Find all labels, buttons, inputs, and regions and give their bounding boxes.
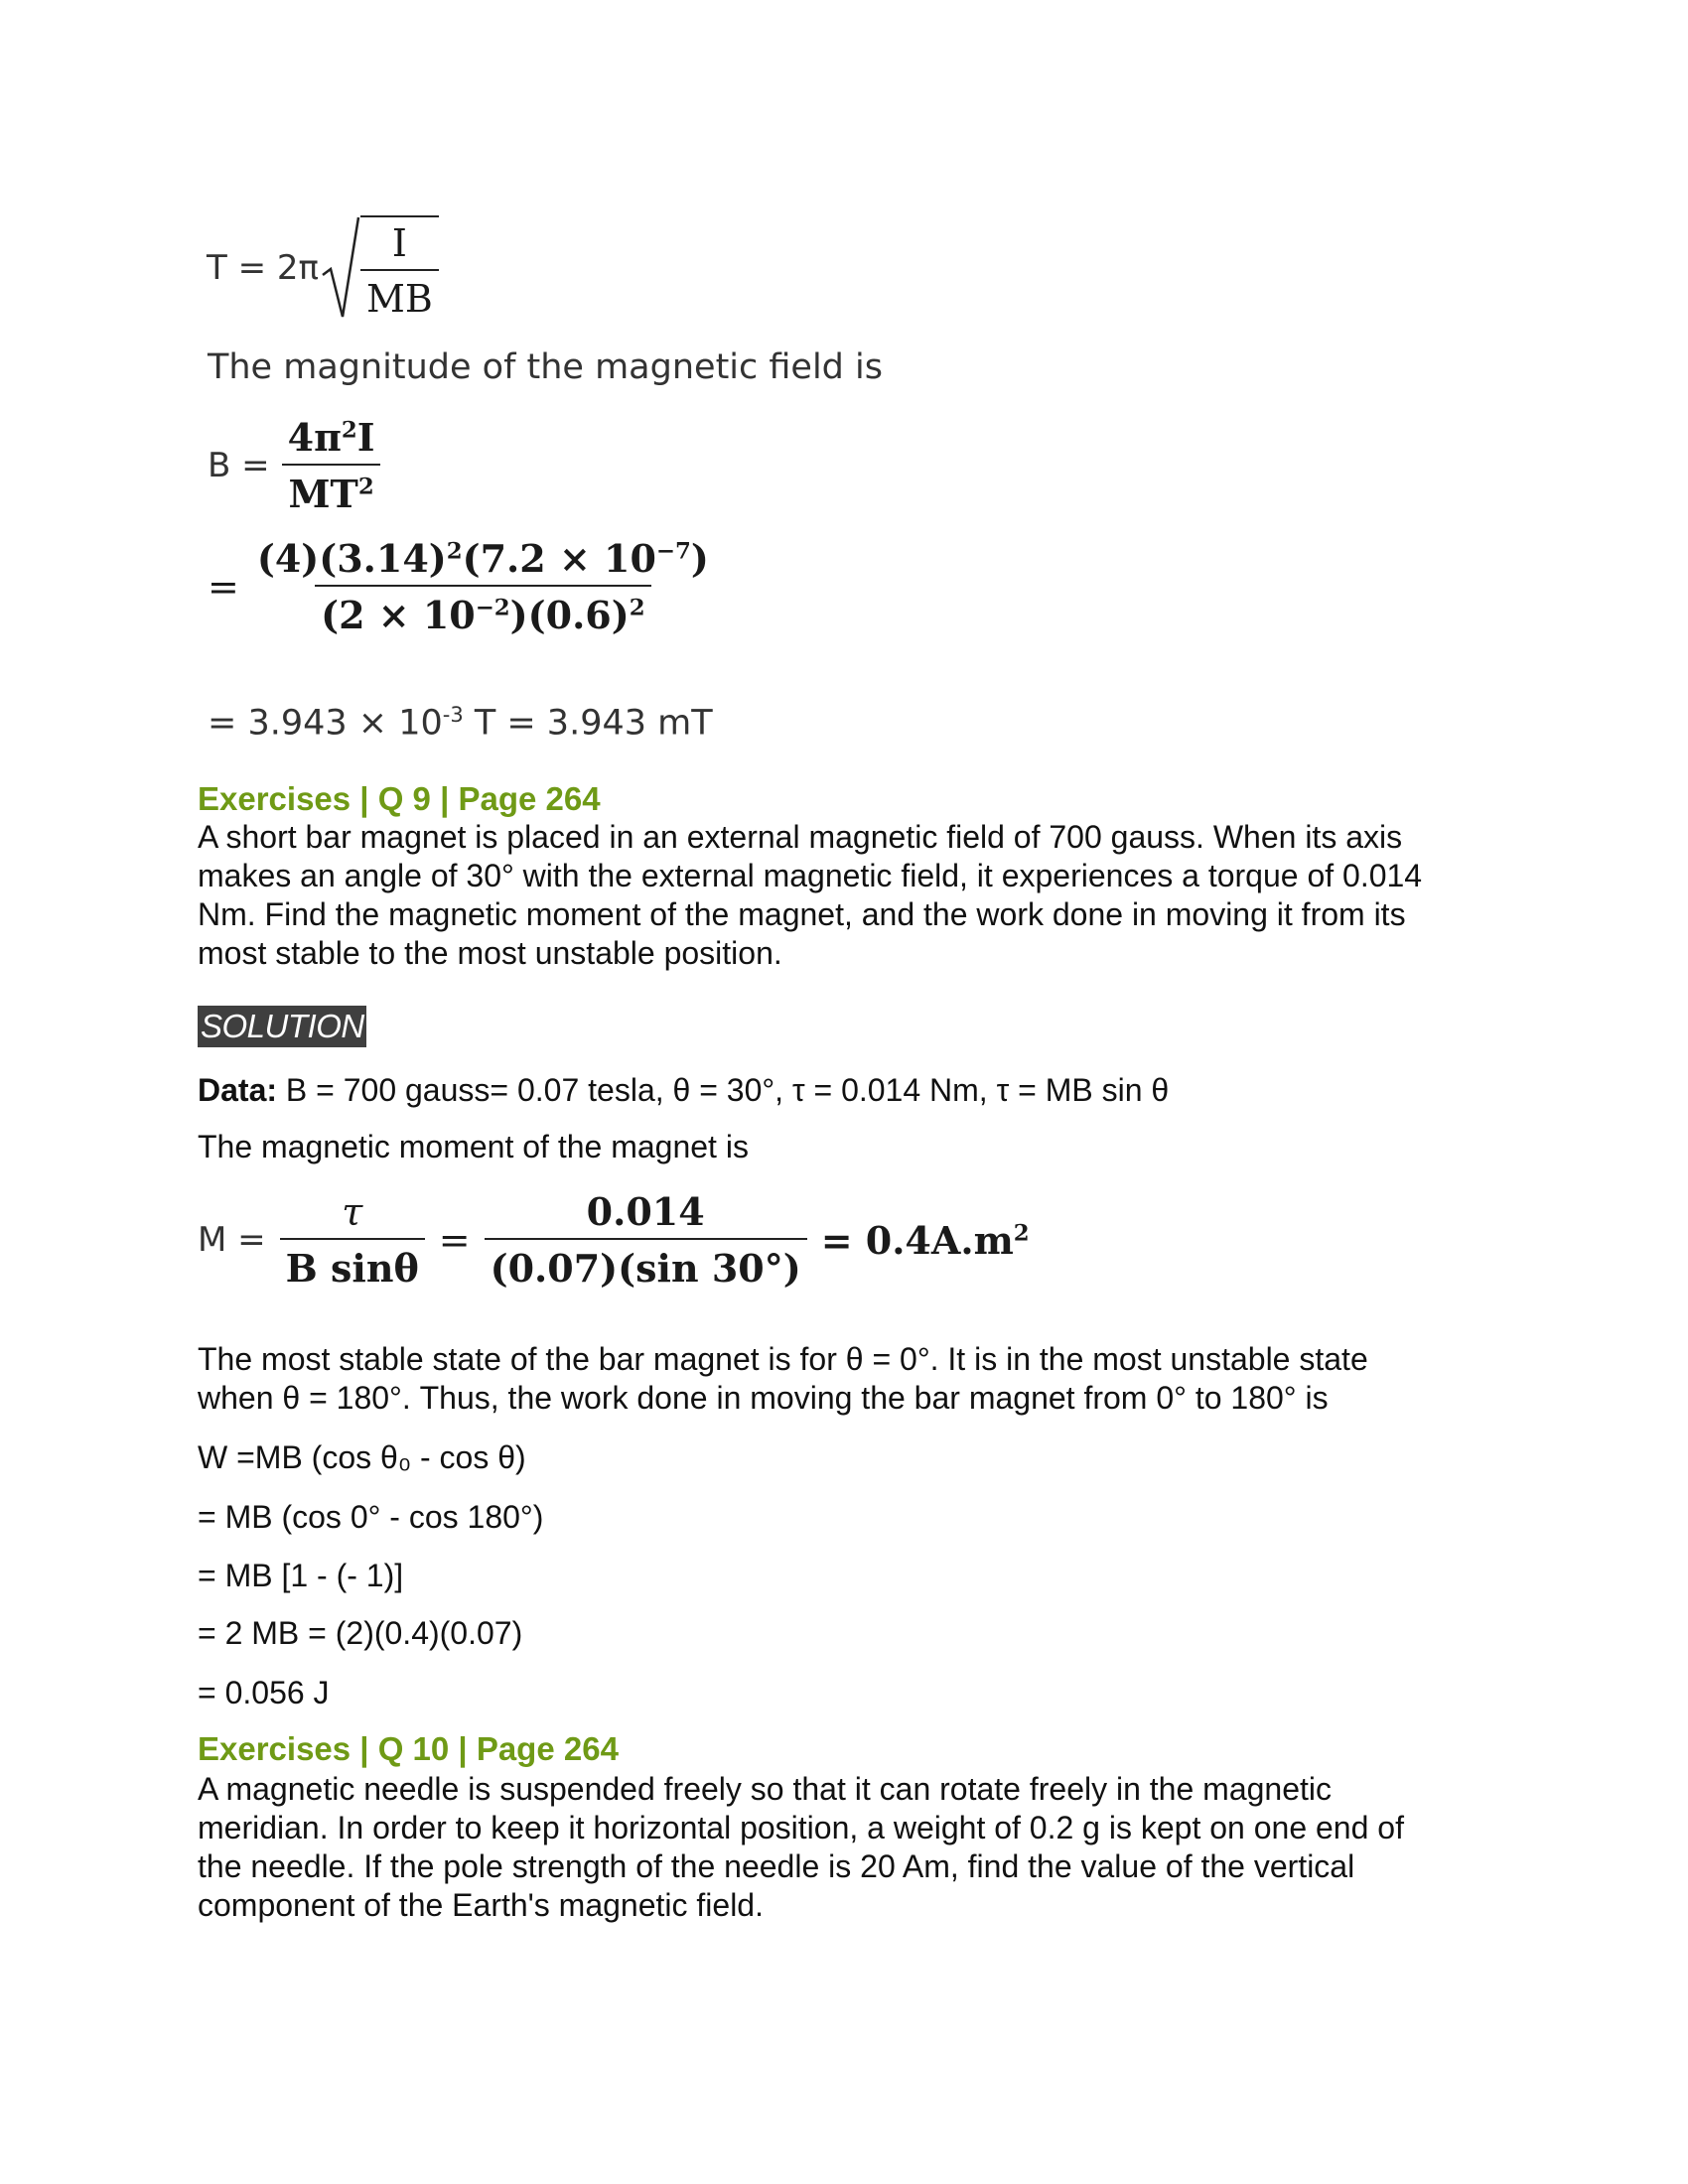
sub-den-exp: −2	[475, 595, 510, 621]
result-post: T = 3.943 mT	[463, 703, 713, 744]
b-num-base: 4π	[287, 415, 342, 460]
b-lhs: B =	[208, 446, 270, 485]
sub-den-sq: 2	[629, 595, 645, 621]
result-pre: = 3.943 × 10	[208, 703, 443, 744]
b-num-exp: 2	[341, 417, 357, 444]
b-formula	[208, 415, 381, 516]
stable-paragraph	[198, 1340, 1528, 1418]
sub-num-close: )	[690, 536, 709, 581]
stable-line: when θ = 180°. Thus, the work done in moving the bar magnet from 0° to 180° is	[198, 1380, 1329, 1416]
q9-heading: Exercises | Q 9 | Page 264	[198, 780, 601, 817]
b-den-base: MT	[288, 472, 358, 516]
m-result-exp: 2	[1013, 1219, 1030, 1246]
sub-den-tail: )(0.6)	[509, 593, 630, 637]
b-denominator	[282, 464, 379, 516]
period-denominator: MB	[360, 269, 439, 321]
q9-question-line: most stable to the most unstable position.	[198, 935, 782, 971]
b-fraction	[282, 415, 381, 516]
q10-question-line: A magnetic needle is suspended freely so that it can rotate freely in the magnetic	[198, 1771, 1332, 1807]
q10-question-line: component of the Earth's magnetic field.	[198, 1887, 764, 1923]
period-formula	[207, 208, 439, 328]
period-fraction	[360, 215, 439, 321]
sub-den-base: (2 × 10	[321, 593, 476, 637]
q9-question	[198, 818, 1528, 973]
sqrt-sign-icon	[321, 213, 360, 323]
field-intro: The magnitude of the magnetic field is	[208, 347, 883, 387]
b-num-tail: I	[356, 415, 375, 460]
q9-question-line: Nm. Find the magnetic moment of the magnet, and the work done in moving it from its	[198, 896, 1406, 932]
data-text: B = 700 gauss= 0.07 tesla, θ = 30°, τ = 0.014 Nm, τ = MB sin θ	[277, 1072, 1170, 1108]
m-frac1-num: τ	[342, 1189, 363, 1234]
sub-num-sq: 2	[446, 538, 463, 565]
work-step: = MB [1 - (- 1)]	[198, 1558, 404, 1593]
q10-question-line: meridian. In order to keep it horizontal position, a weight of 0.2 g is kept on one end of	[198, 1810, 1404, 1845]
moment-formula	[198, 1189, 1030, 1291]
substitution-numerator	[251, 536, 715, 585]
m-result	[821, 1218, 1030, 1263]
m-frac2-num: 0.014	[586, 1189, 705, 1234]
result-exp: -3	[442, 703, 464, 727]
m-result-base: = 0.4A.m	[820, 1217, 1014, 1263]
work-step: W =MB (cos θ₀ - cos θ)	[198, 1439, 526, 1475]
b-numerator	[282, 415, 381, 464]
data-label: Data:	[198, 1072, 278, 1108]
m-fraction-1	[280, 1190, 425, 1291]
field-result	[208, 703, 713, 744]
period-numerator: I	[391, 221, 407, 265]
sub-num-tail: (7.2 × 10	[462, 536, 656, 581]
sub-num-exp: −7	[655, 538, 691, 565]
m-frac2-den: (0.07)(sin 30°)	[485, 1238, 807, 1291]
q9-question-line: A short bar magnet is placed in an external magnetic field of 700 gauss. When its axis	[198, 819, 1403, 855]
substitution-fraction	[251, 536, 715, 637]
q9-data-line	[198, 1071, 1169, 1110]
work-step: = MB (cos 0° - cos 180°)	[198, 1499, 544, 1535]
m-frac1-den: B sinθ	[280, 1238, 425, 1291]
period-lhs: T = 2π	[207, 248, 319, 288]
substitution-denominator	[315, 585, 651, 637]
work-step: = 2 MB = (2)(0.4)(0.07)	[198, 1615, 523, 1651]
m-fraction-2	[485, 1189, 807, 1291]
q10-question-line: the needle. If the pole strength of the needle is 20 Am, find the value of the vertical	[198, 1848, 1355, 1884]
solution-button[interactable]: SOLUTION	[198, 1006, 366, 1047]
sub-num-base: (4)(3.14)	[256, 536, 447, 581]
sub-equals: =	[208, 565, 239, 609]
substitution-formula	[208, 536, 715, 637]
m-equals: =	[438, 1218, 471, 1262]
moment-intro: The magnetic moment of the magnet is	[198, 1129, 749, 1164]
m-lhs: M =	[198, 1220, 266, 1260]
b-den-exp: 2	[357, 474, 374, 500]
q9-question-line: makes an angle of 30° with the external magnetic field, it experiences a torque of 0.014	[198, 858, 1423, 893]
q10-heading: Exercises | Q 10 | Page 264	[198, 1730, 619, 1767]
stable-line: The most stable state of the bar magnet is for θ = 0°. It is in the most unstable state	[198, 1341, 1368, 1377]
work-step: = 0.056 J	[198, 1675, 330, 1710]
q10-question	[198, 1770, 1528, 1925]
